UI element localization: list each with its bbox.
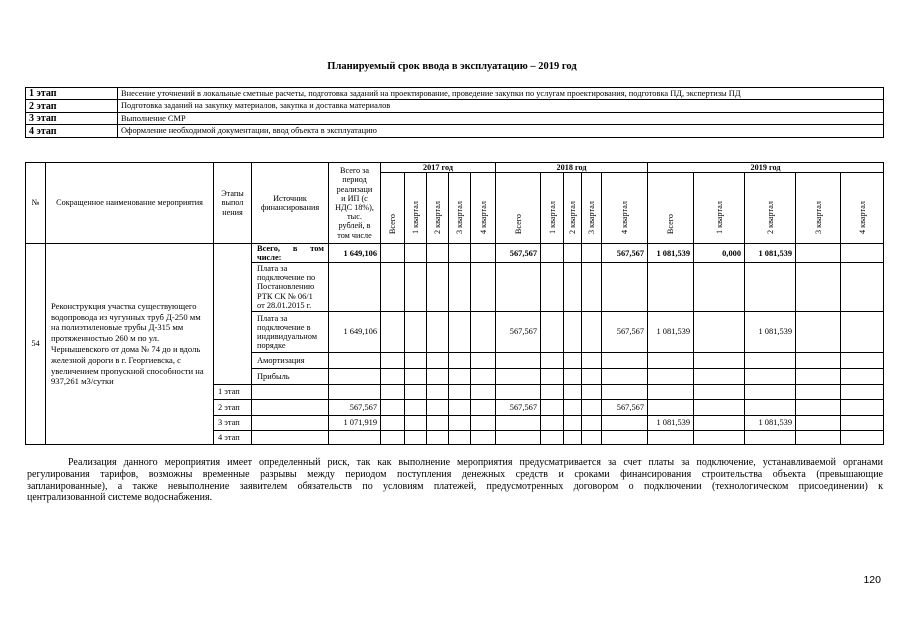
header-line: период — [342, 175, 367, 185]
cell-y1-q2 — [427, 431, 449, 445]
cell-y2-total — [496, 353, 541, 369]
column-header-y1-c2 — [405, 173, 427, 244]
cell-y1-total — [381, 431, 405, 445]
table-body — [26, 244, 884, 445]
cell-y1-total — [381, 263, 405, 312]
cell-y3-total — [648, 431, 694, 445]
header-line: выпол — [221, 198, 244, 208]
source-line: подключение по — [257, 273, 316, 283]
header-line: НДС 18%), — [335, 203, 374, 212]
cell-y2-q2 — [564, 263, 582, 312]
stage-label: 3 этап — [26, 113, 118, 125]
year-header-2018: 2018 год — [496, 163, 648, 173]
cell-y1-q1 — [405, 369, 427, 385]
cell-y3-q1 — [694, 416, 745, 431]
cell-y1-q4 — [471, 312, 496, 353]
cell-y1-q4 — [471, 244, 496, 263]
header-line: финансирования — [260, 203, 320, 212]
cell-y3-q4 — [841, 400, 884, 416]
item-name-line: железной дороги в г. Георгиевска, с — [51, 354, 181, 365]
cell-y2-q1 — [541, 263, 564, 312]
total-cell: 1 649,106 — [329, 312, 381, 353]
total-cell — [329, 353, 381, 369]
source-line: Всего, в том — [257, 244, 324, 253]
source-line: подключение в — [257, 322, 311, 332]
cell-y1-q4 — [471, 385, 496, 400]
paragraph-line: централизованной системе водоснабжения. — [27, 492, 213, 504]
total-cell: 1 071,919 — [329, 416, 381, 431]
cell-y1-q2 — [427, 400, 449, 416]
column-header-label: 2 квартал — [568, 200, 577, 234]
column-header-label: 2 квартал — [765, 200, 775, 234]
column-header-y2-c5 — [602, 173, 648, 244]
column-header-source — [252, 163, 329, 244]
risk-paragraph — [27, 457, 883, 504]
item-number: 54 — [26, 244, 46, 445]
cell-y3-q4 — [841, 416, 884, 431]
cell-y3-q3 — [796, 244, 841, 263]
source-line: порядке — [257, 341, 286, 351]
column-header-y1-c4 — [449, 173, 471, 244]
paragraph-line: Реализация данного мероприятия имеет определенный риск, так как выполнение мероприятия предусматривается за счет платы за подключение, устанавливаемой органами — [68, 457, 883, 468]
cell-y2-q2 — [564, 244, 582, 263]
cell-y3-q1 — [694, 263, 745, 312]
cell-y2-q3 — [582, 385, 602, 400]
schedule-table — [25, 162, 884, 445]
cell-y2-total: 567,567 — [496, 312, 541, 353]
cell-y1-q3 — [449, 353, 471, 369]
cell-y3-total: 1 081,539 — [648, 312, 694, 353]
cell-y2-q1 — [541, 353, 564, 369]
cell-y2-total: 567,567 — [496, 400, 541, 416]
cell-y2-q3 — [582, 312, 602, 353]
header-line: тыс. — [347, 212, 362, 222]
cell-y3-q2 — [745, 400, 796, 416]
cell-y1-q1 — [405, 416, 427, 431]
header-line: Источник — [273, 193, 307, 203]
cell-y3-q1 — [694, 385, 745, 400]
source-cell — [252, 431, 329, 445]
cell-y1-q1 — [405, 353, 427, 369]
cell-y1-q1 — [405, 312, 427, 353]
cell-y1-q3 — [449, 431, 471, 445]
cell-y2-total: 567,567 — [496, 244, 541, 263]
paragraph-line: запланированные), а также невыполнение заявителем обязательств по условиям платежей, предусмотренных договором о подключении (технологическом присоединении) к — [27, 480, 883, 492]
header-line: Всего за — [340, 166, 369, 176]
stage-description: Подготовка заданий на закупку материалов, закупка и доставка материалов — [118, 100, 884, 113]
header-line: рублей, в — [338, 221, 371, 231]
cell-y3-q4 — [841, 385, 884, 400]
paragraph-line: регулирования тарифов, возможны временные разрывы между периодом поступления денежных средств и сроками финансирования строительства объекта (превышающие — [27, 468, 883, 480]
cell-y2-total — [496, 431, 541, 445]
item-name-line: Реконструкция участка существующего — [51, 300, 197, 311]
column-header-y3-c4 — [796, 173, 841, 244]
cell-y3-q3 — [796, 416, 841, 431]
cell-y3-q3 — [796, 400, 841, 416]
source-cell — [252, 244, 329, 263]
cell-y3-q1 — [694, 353, 745, 369]
cell-y1-q2 — [427, 244, 449, 263]
header-line: реализаци — [336, 184, 373, 194]
cell-y1-q2 — [427, 353, 449, 369]
item-name-line: 937,261 м3/сутки — [51, 376, 114, 387]
stage-label: 1 этап — [26, 88, 118, 100]
cell-y2-q3 — [582, 369, 602, 385]
stage-description: Оформление необходимой документации, ввод объекта в эксплуатацию — [118, 125, 884, 138]
cell-y3-q3 — [796, 312, 841, 353]
page-number: 120 — [863, 574, 881, 586]
cell-y1-total — [381, 416, 405, 431]
cell-y1-q4 — [471, 416, 496, 431]
cell-y3-total — [648, 263, 694, 312]
year-header-2017: 2017 год — [381, 163, 496, 173]
cell-y3-q2: 1 081,539 — [745, 312, 796, 353]
cell-y3-q3 — [796, 385, 841, 400]
cell-y2-total — [496, 385, 541, 400]
column-header-y2-c3 — [564, 173, 582, 244]
column-header-label: 3 квартал — [813, 200, 823, 234]
cell-y2-q4 — [602, 369, 648, 385]
cell-y1-total — [381, 400, 405, 416]
column-header-label: Всего — [388, 213, 397, 234]
cell-y1-q3 — [449, 416, 471, 431]
header-line: нения — [222, 207, 243, 217]
cell-y3-q3 — [796, 353, 841, 369]
cell-y2-q1 — [541, 244, 564, 263]
column-header-label: Всего — [666, 213, 675, 234]
cell-y1-total — [381, 385, 405, 400]
cell-y3-q1 — [694, 312, 745, 353]
table-row — [26, 244, 884, 263]
cell-y3-q4 — [841, 312, 884, 353]
cell-y1-total — [381, 312, 405, 353]
cell-y3-q4 — [841, 369, 884, 385]
cell-y2-total — [496, 369, 541, 385]
total-cell — [329, 263, 381, 312]
cell-y3-total — [648, 400, 694, 416]
cell-y3-total: 1 081,539 — [648, 416, 694, 431]
column-header-label: 4 квартал — [478, 200, 488, 234]
column-header-total — [329, 163, 381, 244]
cell-y2-total — [496, 416, 541, 431]
cell-y3-total — [648, 369, 694, 385]
column-header-y3-c3 — [745, 173, 796, 244]
cell-y1-q3 — [449, 244, 471, 263]
cell-y3-q2 — [745, 431, 796, 445]
cell-y3-q3 — [796, 431, 841, 445]
cell-y1-q2 — [427, 312, 449, 353]
header-line: и ИП (с — [341, 193, 368, 203]
cell-y2-q4: 567,567 — [602, 312, 648, 353]
column-header-name: Сокращенное наименование мероприятия — [46, 163, 214, 244]
header-line: том числе — [337, 230, 372, 240]
cell-y2-q2 — [564, 353, 582, 369]
cell-y1-q1 — [405, 385, 427, 400]
cell-y1-q3 — [449, 312, 471, 353]
cell-y1-q4 — [471, 263, 496, 312]
cell-y1-q1 — [405, 431, 427, 445]
cell-y1-q2 — [427, 369, 449, 385]
source-cell — [252, 369, 329, 385]
source-cell — [252, 263, 329, 312]
total-cell — [329, 369, 381, 385]
cell-y2-q4: 567,567 — [602, 400, 648, 416]
cell-y1-total — [381, 244, 405, 263]
column-header-label: 1 квартал — [547, 200, 557, 234]
cell-y2-total — [496, 263, 541, 312]
cell-y2-q2 — [564, 416, 582, 431]
cell-y2-q4 — [602, 353, 648, 369]
cell-y3-q4 — [841, 431, 884, 445]
cell-y2-q3 — [582, 353, 602, 369]
source-cell — [252, 400, 329, 416]
column-header-stage — [214, 163, 252, 244]
source-line: РТК СК № 06/1 — [257, 291, 313, 301]
source-cell — [252, 385, 329, 400]
cell-y2-q1 — [541, 369, 564, 385]
page-title: Планируемый срок ввода в эксплуатацию – 2019 год — [327, 61, 577, 72]
total-cell: 1 649,106 — [329, 244, 381, 263]
column-header-label: Всего — [513, 213, 523, 234]
cell-y2-q1 — [541, 416, 564, 431]
cell-y2-q1 — [541, 385, 564, 400]
cell-y3-q2 — [745, 353, 796, 369]
cell-y3-q2: 1 081,539 — [745, 244, 796, 263]
column-header-y1-c3 — [427, 173, 449, 244]
cell-y3-total — [648, 385, 694, 400]
cell-y2-q3 — [582, 244, 602, 263]
stage-label: 2 этап — [26, 100, 118, 113]
cell-y1-q3 — [449, 400, 471, 416]
cell-y2-q1 — [541, 431, 564, 445]
source-cell — [252, 416, 329, 431]
cell-y1-q3 — [449, 385, 471, 400]
column-header-y2-c2 — [541, 173, 564, 244]
cell-y2-q2 — [564, 369, 582, 385]
cell-y1-q1 — [405, 263, 427, 312]
cell-y2-q1 — [541, 312, 564, 353]
column-header-y1-c5 — [471, 173, 496, 244]
column-header-y2-c4 — [582, 173, 602, 244]
cell-y2-q4 — [602, 416, 648, 431]
stage-label: 4 этап — [214, 431, 252, 445]
column-header-label: 3 квартал — [455, 200, 464, 234]
source-line: числе: — [257, 253, 282, 262]
cell-y3-q3 — [796, 263, 841, 312]
column-header-label: 4 квартал — [857, 200, 867, 234]
source-line: Плата за — [257, 313, 288, 323]
stage-row — [26, 125, 884, 138]
cell-y3-q4 — [841, 263, 884, 312]
column-header-label: 1 квартал — [411, 200, 420, 234]
cell-y3-total: 1 081,539 — [648, 244, 694, 263]
cell-y3-total — [648, 353, 694, 369]
cell-y3-q1: 0,000 — [694, 244, 745, 263]
cell-y2-q2 — [564, 400, 582, 416]
item-name-line: увеличением пропускной способности на — [51, 365, 204, 376]
stage-row — [26, 113, 884, 125]
cell-y3-q4 — [841, 353, 884, 369]
column-header-y2-c1 — [496, 173, 541, 244]
column-header-y3-c1 — [648, 173, 694, 244]
column-header-y1-c1 — [381, 173, 405, 244]
cell-y1-q4 — [471, 400, 496, 416]
stage-label: 2 этап — [214, 400, 252, 416]
year-header-2019: 2019 год — [648, 163, 884, 173]
column-header-label: 4 квартал — [620, 200, 629, 234]
cell-y1-q4 — [471, 431, 496, 445]
source-line: индивидуальном — [257, 332, 318, 341]
stage-row — [26, 88, 884, 100]
cell-y2-q3 — [582, 431, 602, 445]
header-line: Этапы — [221, 189, 244, 199]
total-cell: 567,567 — [329, 400, 381, 416]
item-name-line: на полиэтиленовые трубы Д-315 мм — [51, 322, 184, 333]
source-cell — [252, 312, 329, 353]
cell-y3-q1 — [694, 400, 745, 416]
cell-y1-q2 — [427, 416, 449, 431]
column-header-y3-c2 — [694, 173, 745, 244]
source-line: Постановлению — [257, 282, 315, 292]
cell-y1-total — [381, 353, 405, 369]
stage-label: 4 этап — [26, 125, 118, 138]
column-header-number: № — [26, 163, 46, 244]
cell-y3-q3 — [796, 369, 841, 385]
column-header-y3-c5 — [841, 173, 884, 244]
column-header-label: 3 квартал — [587, 200, 596, 234]
cell-y1-q1 — [405, 400, 427, 416]
cell-y2-q2 — [564, 312, 582, 353]
cell-y3-q1 — [694, 369, 745, 385]
stage-cell — [214, 244, 252, 385]
cell-y1-q4 — [471, 369, 496, 385]
cell-y3-q1 — [694, 431, 745, 445]
item-name — [46, 244, 214, 445]
cell-y3-q2 — [745, 385, 796, 400]
cell-y2-q4 — [602, 431, 648, 445]
header-row — [26, 163, 884, 173]
stages-table — [25, 87, 884, 138]
total-cell — [329, 385, 381, 400]
cell-y1-total — [381, 369, 405, 385]
source-line: Амортизация — [257, 355, 305, 365]
cell-y1-q4 — [471, 353, 496, 369]
cell-y1-q2 — [427, 385, 449, 400]
cell-y3-q4 — [841, 244, 884, 263]
cell-y1-q1 — [405, 244, 427, 263]
item-name-line: Чернышевского от дома № 74 до и вдоль — [51, 344, 201, 354]
cell-y3-q2: 1 081,539 — [745, 416, 796, 431]
stage-label: 3 этап — [214, 416, 252, 431]
item-name-line: протяженностью 260 м по ул. — [51, 333, 160, 344]
cell-y1-q3 — [449, 369, 471, 385]
source-line: Прибыль — [257, 371, 290, 381]
cell-y2-q3 — [582, 416, 602, 431]
cell-y2-q4: 567,567 — [602, 244, 648, 263]
source-line: от 28.01.2015 г. — [257, 300, 312, 310]
stage-label: 1 этап — [214, 385, 252, 400]
cell-y2-q4 — [602, 385, 648, 400]
cell-y2-q2 — [564, 431, 582, 445]
source-cell — [252, 353, 329, 369]
cell-y1-q2 — [427, 263, 449, 312]
stage-description: Выполнение СМР — [118, 113, 884, 125]
item-name-line: водопровода из чугунных труб Д-250 мм — [51, 311, 201, 322]
column-header-label: 1 квартал — [714, 200, 724, 234]
cell-y2-q4 — [602, 263, 648, 312]
cell-y1-q3 — [449, 263, 471, 312]
cell-y2-q3 — [582, 263, 602, 312]
cell-y3-q2 — [745, 369, 796, 385]
column-header-label: 2 квартал — [433, 200, 442, 234]
cell-y2-q3 — [582, 400, 602, 416]
stage-row — [26, 100, 884, 113]
cell-y2-q2 — [564, 385, 582, 400]
cell-y3-q2 — [745, 263, 796, 312]
source-line: Плата за — [257, 263, 288, 273]
total-cell — [329, 431, 381, 445]
stage-description: Внесение уточнений в локальные сметные расчеты, подготовка заданий на проектирование, проведение закупки по услугам проектирования, подготовка ПД, экспертизы ПД — [118, 88, 884, 100]
cell-y2-q1 — [541, 400, 564, 416]
